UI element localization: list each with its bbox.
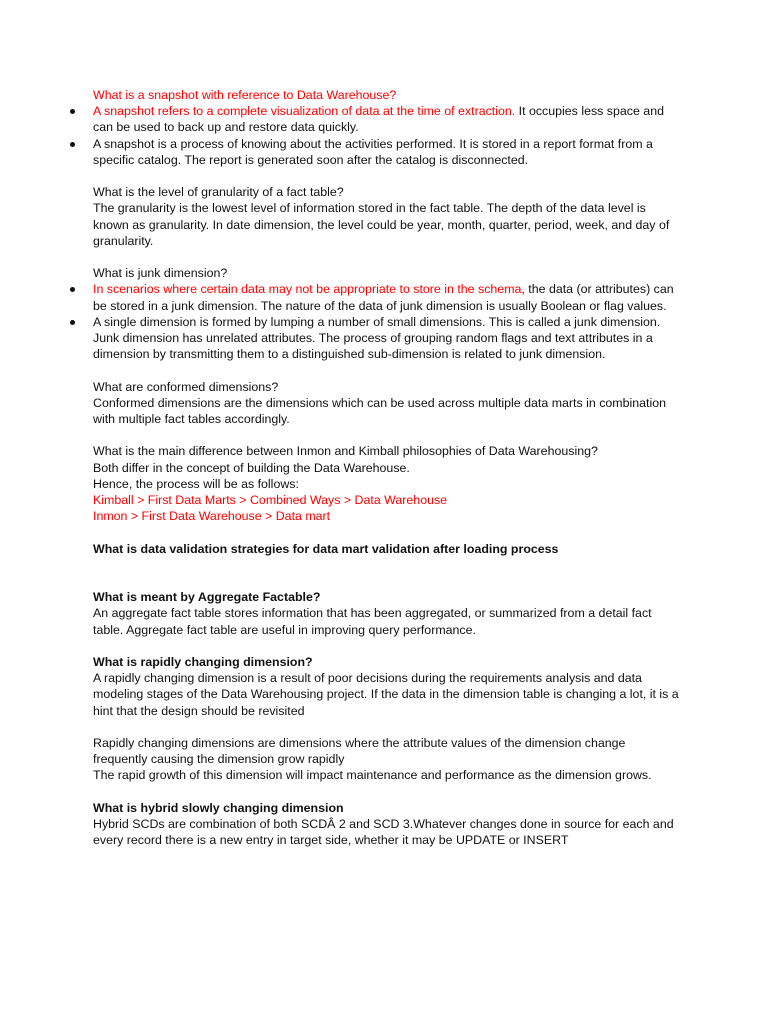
- junk-bullet-1-text: , the data (or attributes) can be stored in a junk dimension. The nature of the data of junk dimension is usually Boolean or flag values.: [93, 282, 674, 313]
- inmon-kimball-line-2: Hence, the process will be as follows:: [93, 476, 299, 491]
- rapid-paragraph-2: Rapidly changing dimensions are dimensions where the attribute values of the dimension change frequently causing the dimension grow rapidly: [93, 736, 626, 767]
- validation-question: What is data validation strategies for data mart validation after loading process: [93, 541, 559, 556]
- snapshot-bullet-1-text: It occupies less space and can be used to back up and restore data quickly.: [93, 104, 664, 135]
- kimball-process: Kimball > First Data Marts > Combined Ways > Data Warehouse: [93, 493, 448, 508]
- junk-bullet-1: [93, 281, 681, 313]
- junk-bullet-2: A single dimension is formed by lumping a number of small dimensions. This is called a junk dimension. Junk dimension has unrelated attributes. The process of grouping random flags and text attributes in a dimension by transmitting them to a distinguished sub-dimension is related to junk dimension.: [93, 314, 681, 363]
- conformed-question: What are conformed dimensions?: [93, 379, 279, 394]
- rapid-question: What is rapidly changing dimension?: [93, 655, 313, 669]
- document-page: [93, 87, 681, 848]
- granularity-answer: The granularity is the lowest level of information stored in the fact table. The depth of the data level is known as granularity. In date dimension, the level could be year, month, quarter, period, week, and day of granularity.: [93, 201, 670, 248]
- snapshot-bullet-1-highlight: A snapshot refers to a complete visualization of data at the time of extraction.: [93, 104, 516, 119]
- inmon-process: Inmon > First Data Warehouse > Data mart: [93, 509, 331, 524]
- inmon-kimball-line-1: Both differ in the concept of building the Data Warehouse.: [93, 460, 410, 475]
- aggregate-answer: An aggregate fact table stores information that has been aggregated, or summarized from a detail fact table. Aggregate fact table are useful in improving query performance.: [93, 606, 652, 637]
- rapid-answer: A rapidly changing dimension is a result of poor decisions during the requirements analysis and data modeling stages of the Data Warehousing project. If the data in the dimension table is changing a lot, it is a hint that the design should be revisited: [93, 671, 679, 718]
- hybrid-question: What is hybrid slowly changing dimension: [93, 800, 344, 815]
- rapid-paragraph-3: The rapid growth of this dimension will impact maintenance and performance as the dimension grows.: [93, 768, 652, 783]
- junk-question: What is junk dimension?: [93, 266, 228, 281]
- hybrid-answer: Hybrid SCDs are combination of both SCDÂ 2 and SCD 3.Whatever changes done in source for each and every record there is a new entry in target side, whether it may be UPDATE or INSERT: [93, 817, 674, 848]
- granularity-question: What is the level of granularity of a fact table?: [93, 185, 344, 200]
- junk-bullet-1-highlight: In scenarios where certain data may not be appropriate to store in the schema: [93, 282, 522, 297]
- inmon-kimball-question: What is the main difference between Inmon and Kimball philosophies of Data Warehousing?: [93, 444, 598, 459]
- conformed-answer: Conformed dimensions are the dimensions which can be used across multiple data marts in combination with multiple fact tables accordingly.: [93, 395, 667, 427]
- aggregate-question: What is meant by Aggregate Factable?: [93, 590, 321, 605]
- snapshot-bullet-1: [93, 103, 681, 135]
- snapshot-bullet-2: A snapshot is a process of knowing about the activities performed. It is stored in a report format from a specific catalog. The report is generated soon after the catalog is disconnected.: [93, 136, 681, 168]
- snapshot-question: What is a snapshot with reference to Data Warehouse?: [93, 88, 397, 102]
